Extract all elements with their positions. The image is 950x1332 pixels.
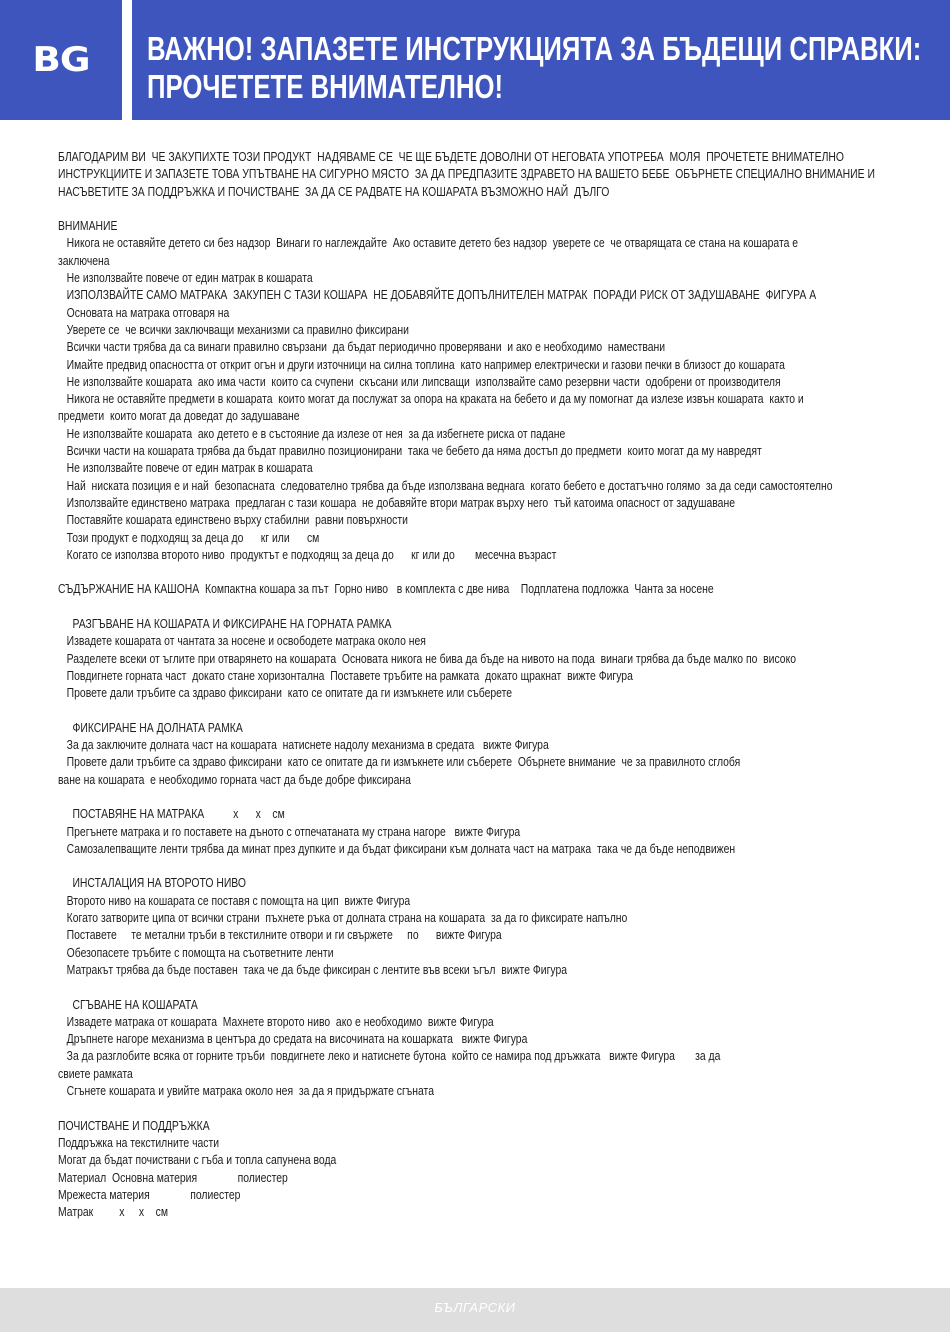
blank-line — [58, 978, 888, 995]
text-line: Второто ниво на кошарата се поставя с помощта на цип вижте Фигура — [58, 892, 411, 908]
text-line: Провете дали тръбите са здраво фиксирани като се опитате да ги измъкнете или съберете Обърнете внимание че за правилното сглобя — [58, 754, 741, 770]
blank-line — [58, 200, 888, 217]
text-line: Поставяйте кошарата единствено върху стабилни равни повърхности — [58, 512, 408, 528]
text-line: ване на кошарата е необходимо горната част да бъде добре фиксирана — [58, 771, 411, 787]
text-line: ПОСТАВЯНЕ НА МАТРАКА х х см — [58, 806, 285, 822]
text-line: ПОЧИСТВАНЕ И ПОДДРЪЖКА — [58, 1117, 210, 1133]
text-line: Самозалепващите ленти трябва да минат през дупките и да бъдат фиксирани към долната част на матрака така че да бъде неподвижен — [58, 840, 736, 856]
instructions-body — [58, 148, 888, 1220]
page-title-line-1: ВАЖНО! ЗАПАЗЕТЕ ИНСТРУКЦИЯТА ЗА БЪДЕЩИ СПРАВКИ: — [147, 30, 922, 67]
text-line: Имайте предвид опасността от открит огън и други източници на силна топлина като например електрически и газови печки в близост до кошарата — [58, 356, 785, 372]
text-line: предмети които могат да доведат до задушаване — [58, 408, 300, 424]
language-code: BG — [32, 40, 90, 80]
text-line: ФИКСИРАНЕ НА ДОЛНАТА РАМКА — [58, 719, 243, 735]
text-line: Не използвайте повече от един матрак в кошарата — [58, 460, 313, 476]
text-line: Разделете всеки от ъглите при отварянето на кошарата Основата никога не бива да бъде на нивото на пода винаги трябва да бъде малко по високо — [58, 650, 797, 666]
text-line: Матрак х х см — [58, 1204, 168, 1220]
text-line: Повдигнете горната част докато стане хоризонтална Поставете тръбите на рамката докато щракнат вижте Фигура — [58, 667, 633, 683]
text-line: Никога не оставяйте предмети в кошарата които могат да послужат за опора на краката на бебето и да му помогнат да излезе извън кошарата както и — [58, 391, 804, 407]
text-line: Не използвайте повече от един матрак в кошарата — [58, 270, 313, 286]
text-line: заключена — [58, 252, 110, 268]
text-line: Мрежеста материя полиестер — [58, 1186, 241, 1202]
page-title — [147, 30, 943, 106]
text-line: За да разглобите всяка от горните тръби повдигнете леко и натиснете бутона който се намира под дръжката вижте Фигура за да — [58, 1048, 721, 1064]
text-line: Извадете кошарата от чантата за носене и освободете матрака около нея — [58, 633, 426, 649]
text-line: Дръпнете нагоре механизма в центъра до средата на височината на кошарката вижте Фигура — [58, 1031, 528, 1047]
text-line: Извадете матрака от кошарата Махнете второто ниво ако е необходимо вижте Фигура — [58, 1013, 494, 1029]
text-line: НАСЪВЕТИТЕ ЗА ПОДДРЪЖКА И ПОЧИСТВАНЕ ЗА ДА СЕ РАДВАТЕ НА КОШАРАТА ВЪЗМОЖНО НАЙ ДЪЛГО — [58, 183, 610, 199]
text-line: Не използвайте кошарата ако има части които са счупени скъсани или липсващи използвайте само резервни части одобрени от производителя — [58, 373, 781, 389]
header-banner — [132, 0, 950, 120]
text-line: Обезопасете тръбите с помощта на съответните ленти — [58, 944, 334, 960]
text-line: Поставете те метални тръби в текстилните отвори и ги свържете по вижте Фигура — [58, 927, 502, 943]
text-line: Използвайте единствено матрака предлаган с тази кошара не добавяйте втори матрак върху него тъй катоима опасност от задушаване — [58, 494, 735, 510]
text-line: ИЗПОЛЗВАЙТЕ САМО МАТРАКА ЗАКУПЕН С ТАЗИ КОШАРА НЕ ДОБАВЯЙТЕ ДОПЪЛНИТЕЛЕН МАТРАК ПОРАДИ РИСК ОТ ЗАДУШАВАНЕ ФИГУРА А — [58, 287, 817, 303]
text-line: Могат да бъдат почиствани с гъба и топла сапунена вода — [58, 1152, 337, 1168]
text-line: Най ниската позиция е и най безопасната следователно трябва да бъде използвана веднага когато бебето е достатъчно голямо за да седи самостоятелно — [58, 477, 833, 493]
text-line: Не използвайте кошарата ако детето е в състояние да излезе от нея за да избегнете риска от падане — [58, 425, 566, 441]
text-line: Материал Основна материя полиестер — [58, 1169, 288, 1185]
text-line: СЪДЪРЖАНИЕ НА КАШОНА Компактна кошара за път Горно ниво в комплекта с две нива Подплатена подложка Чанта за носене — [58, 581, 714, 597]
text-line: ИНСТАЛАЦИЯ НА ВТОРОТО НИВО — [58, 875, 246, 891]
blank-line — [58, 1099, 888, 1116]
text-line: Този продукт е подходящ за деца до кг или см — [58, 529, 320, 545]
text-line: Прегънете матрака и го поставете на дъното с отпечатаната му страна нагоре вижте Фигура — [58, 823, 521, 839]
text-line: БЛАГОДАРИМ ВИ ЧЕ ЗАКУПИХТЕ ТОЗИ ПРОДУКТ НАДЯВАМЕ СЕ ЧЕ ЩЕ БЪДЕТЕ ДОВОЛНИ ОТ НЕГОВАТА УПОТРЕБА МОЛЯ ПРОЧЕТЕТЕ ВНИМАТЕЛНО — [58, 149, 844, 164]
text-line: СГЪВАНЕ НА КОШАРАТА — [58, 996, 198, 1012]
blank-line — [58, 857, 888, 874]
page-footer — [0, 1288, 950, 1332]
language-badge — [0, 0, 122, 120]
text-line: Когато затворите ципа от всички страни пъхнете ръка от долната страна на кошарата за да го фиксирате напълно — [58, 910, 628, 926]
blank-line — [58, 702, 888, 719]
text-line: РАЗГЪВАНЕ НА КОШАРАТА И ФИКСИРАНЕ НА ГОРНАТА РАМКА — [58, 616, 392, 632]
text-line: Уверете се че всички заключващи механизми са правилно фиксирани — [58, 321, 409, 337]
text-line: Провете дали тръбите са здраво фиксирани като се опитате да ги измъкнете или съберете — [58, 685, 513, 701]
text-line: свиете рамката — [58, 1065, 133, 1081]
text-line: Сгънете кошарата и увийте матрака около нея за да я придържате сгъната — [58, 1083, 434, 1099]
blank-line — [58, 563, 888, 580]
page-title-line-2: ПРОЧЕТЕТЕ ВНИМАТЕЛНО! — [147, 68, 504, 105]
text-line: Всички части на кошарата трябва да бъдат правилно позиционирани така че бебето да няма достъп до предмети които могат да му навредят — [58, 443, 762, 459]
text-line: ВНИМАНИЕ — [58, 218, 118, 234]
text-line: Всички части трябва да са винаги правилно свързани да бъдат периодично проверявани и ако е необходимо намествани — [58, 339, 666, 355]
blank-line — [58, 598, 888, 615]
text-line: Поддръжка на текстилните части — [58, 1134, 220, 1150]
blank-line — [58, 788, 888, 805]
text-line: Матракът трябва да бъде поставен така че да бъде фиксиран с лентите във всеки ъгъл вижте Фигура — [58, 961, 568, 977]
text-line: За да заключите долната част на кошарата натиснете надолу механизма в средата вижте Фигура — [58, 737, 549, 753]
text-line: Когато се използва второто ниво продуктът е подходящ за деца до кг или до месечна възраст — [58, 546, 557, 562]
text-line: ИНСТРУКЦИИТЕ И ЗАПАЗЕТЕ ТОВА УПЪТВАНЕ НА СИГУРНО МЯСТО ЗА ДА ПРЕДПАЗИТЕ ЗДРАВЕТО НА ВАШЕТО БЕБЕ ОБЪРНЕТЕ СПЕЦИАЛНО ВНИМАНИЕ И — [58, 166, 875, 182]
text-line: Никога не оставяйте детето си без надзор Винаги го наглеждайте Ако оставите детето без надзор уверете се че отварящата се стана на кошарата е — [58, 235, 799, 251]
text-line: Основата на матрака отговаря на — [58, 304, 230, 320]
footer-language-label: БЪЛГАРСКИ — [434, 1299, 516, 1315]
